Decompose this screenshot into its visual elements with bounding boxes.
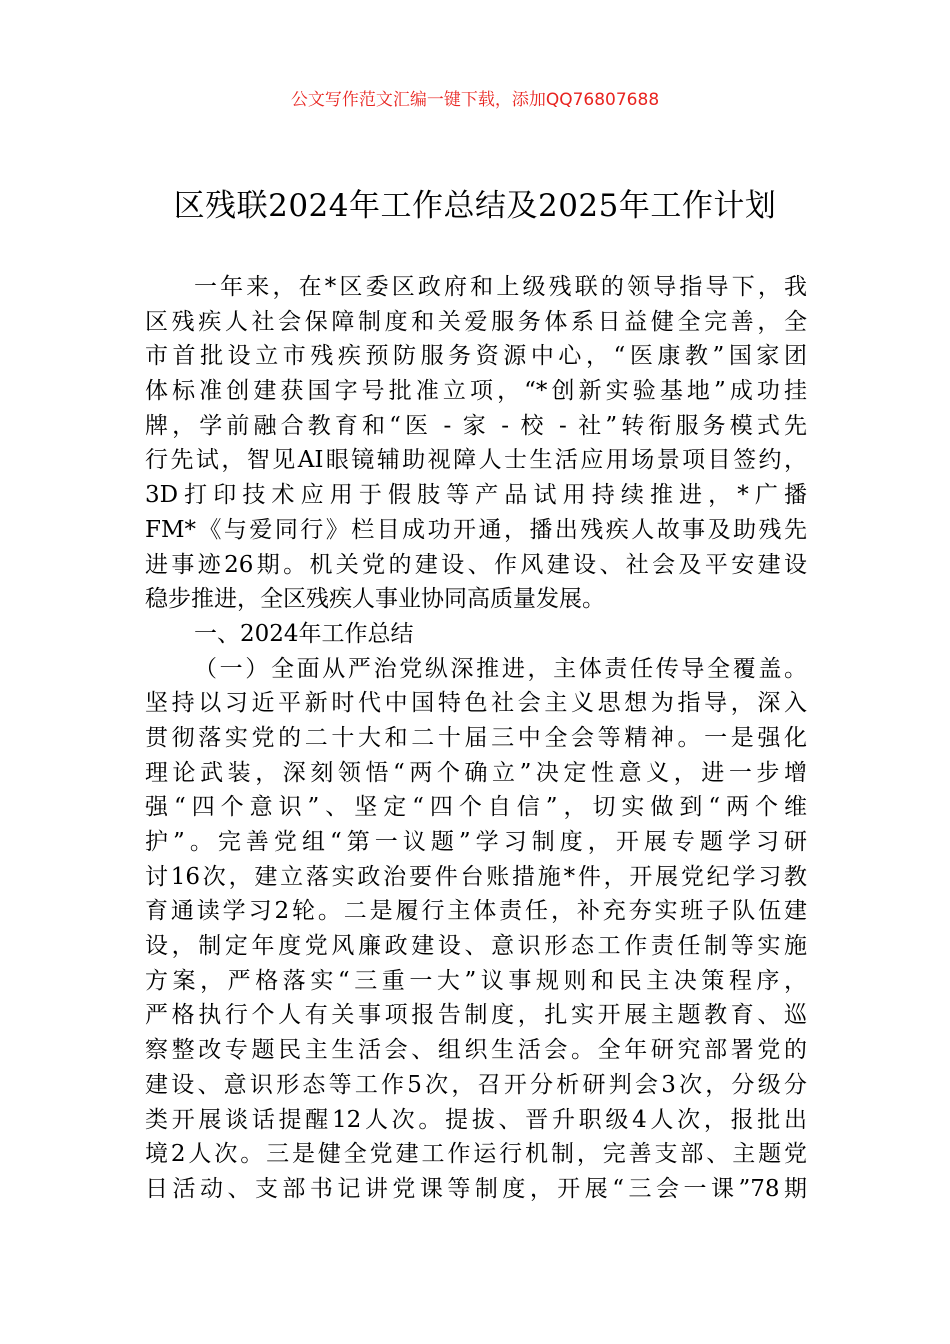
text-line: 行先试，智见AI眼镜辅助视障人士生活应用场景项目签约， [145,447,807,474]
text-line: 区残疾人社会保障制度和关爱服务体系日益健全完善，全 [145,308,807,335]
text-line: 察整改专题民主生活会、组织生活会。全年研究部署党的 [145,1037,807,1064]
text-line: 讨16次，建立落实政治要件台账措施*件，开展党纪学习教 [145,863,807,890]
text-line: 建设、意识形态等工作5次，召开分析研判会3次，分级分 [145,1071,807,1098]
text-line: 体标准创建获国字号批准立项，“*创新实验基地”成功挂 [145,378,807,405]
text-line: 境2人次。三是健全党建工作运行机制，完善支部、主题党 [145,1141,807,1168]
text-line: 进事迹26期。机关党的建设、作风建设、社会及平安建设 [145,551,807,578]
text-line: 方案，严格落实“三重一大”议事规则和民主决策程序， [145,967,807,994]
text-line: 类开展谈话提醒12人次。提拔、晋升职级4人次，报批出 [145,1106,807,1133]
text-line: 一年来，在*区委区政府和上级残联的领导指导下，我 [194,274,807,300]
text-line: FM*《与爱同行》栏目成功开通，播出残疾人故事及助残先 [145,516,807,543]
text-line: （一）全面从严治党纵深推进，主体责任传导全覆盖。 [194,655,807,682]
text-line: 严格执行个人有关事项报告制度，扎实开展主题教育、巡 [145,1002,807,1029]
text-line: 育通读学习2轮。二是履行主体责任，补充夯实班子队伍建 [145,898,807,925]
text-line: 坚持以习近平新时代中国特色社会主义思想为指导，深入 [145,690,807,717]
text-line: 贯彻落实党的二十大和二十届三中全会等精神。一是强化 [145,724,807,751]
text-line: 护”。完善党组“第一议题”学习制度，开展专题学习研 [145,829,807,855]
text-line: 日活动、支部书记讲党课等制度，开展“三会一课”78期 [145,1175,807,1202]
section-heading [145,617,807,652]
paragraph [145,270,807,617]
paragraph [145,652,807,1207]
download-promo-note: 公文写作范文汇编一键下载，添加QQ76807688 [290,90,660,110]
text-line: 市首批设立市残疾预防服务资源中心，“医康教”国家团 [145,343,807,370]
text-line: 理论武装，深刻领悟“两个确立”决定性意义，进一步增 [145,759,807,786]
text-line: 一、2024年工作总结 [194,620,414,647]
document-body [145,270,807,1207]
text-line: 稳步推进，全区残疾人事业协同高质量发展。 [145,586,605,613]
text-line: 牌，学前融合教育和“医 - 家 - 校 - 社”转衔服务模式先 [145,412,807,439]
text-line: 3D打印技术应用于假肢等产品试用持续推进，*广播 [145,482,807,509]
text-line: 设，制定年度党风廉政建设、意识形态工作责任制等实施 [145,933,807,960]
document-title: 区残联2024年工作总结及2025年工作计划 [173,188,777,224]
text-line: 强“四个意识”、坚定“四个自信”，切实做到“两个维 [145,794,807,821]
